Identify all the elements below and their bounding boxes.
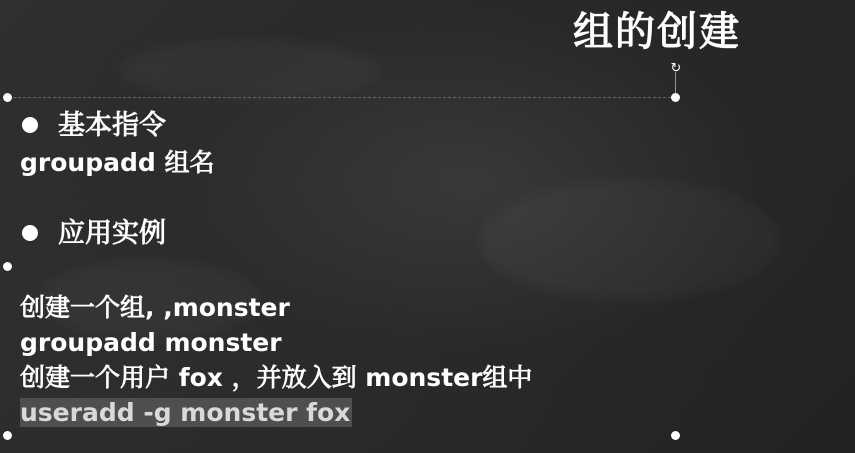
heading-example: 应用实例 [58,218,166,249]
example-line-3: 创建一个用户 fox ，并放入到 monster组中 [20,363,533,392]
resize-handle-middle-left[interactable] [3,262,12,271]
chalk-smudge [120,40,380,100]
slide-title[interactable]: 组的创建 [573,9,741,55]
example-line-4-highlighted[interactable] [20,395,352,430]
resize-handle-top-right[interactable] [671,93,680,102]
example-line-2: groupadd monster [20,328,282,357]
example-line-1: 创建一个组, ,monster [20,293,290,322]
chalk-smudge [480,180,780,300]
resize-handle-top-left[interactable] [3,93,12,102]
rotate-handle-icon[interactable]: ↻ [670,61,682,76]
bullet-dot-icon [22,225,38,241]
bullet-heading-basic [18,108,166,143]
command-line: groupadd 组名 [20,148,215,177]
resize-handle-bottom-right[interactable] [671,431,680,440]
selected-text[interactable]: useradd -g monster fox [20,398,351,427]
text-box-border [8,97,676,98]
heading-basic-command: 基本指令 [58,110,166,141]
bullet-heading-example [18,216,166,251]
bullet-dot-icon [22,117,38,133]
resize-handle-bottom-left[interactable] [3,431,12,440]
